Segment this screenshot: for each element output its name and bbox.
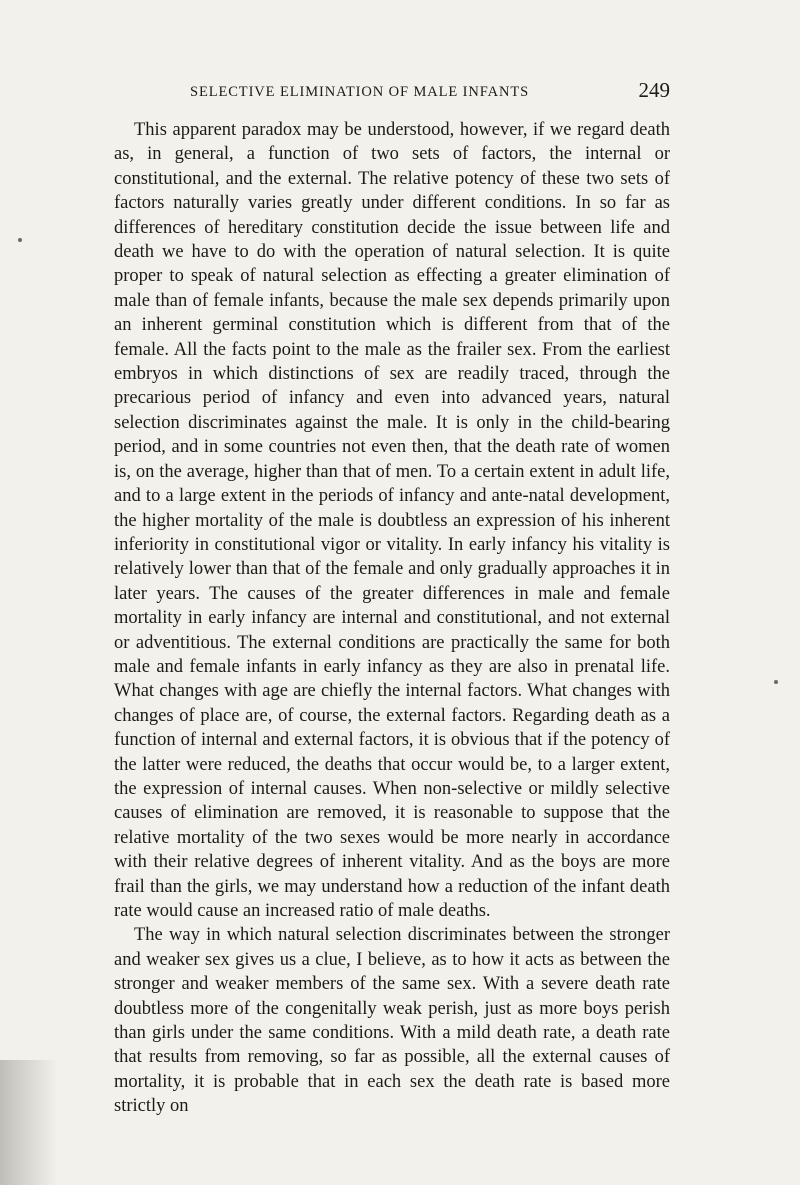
body-text <box>114 118 670 1119</box>
paragraph: This apparent paradox may be understood, however, if we regard death as, in general, a function of two sets of factors, the internal or constitutional, and the external. The relative potency of these two sets of factors naturally varies greatly under different conditions. In so far as differences of hereditary constitution decide the issue between life and death we have to do with the operation of natural selection. It is quite proper to speak of natural selection as effecting a greater elimination of male than of female infants, because the male sex depends primarily upon an inherent germinal constitution which is different from that of the female. All the facts point to the male as the frailer sex. From the earliest embryos in which distinctions of sex are readily traced, through the precarious period of infancy and even into advanced years, natural selection discriminates against the male. It is only in the child-bearing period, and in some countries not even then, that the death rate of women is, on the average, higher than that of men. To a certain extent in adult life, and to a large extent in the periods of infancy and ante-natal development, the higher mortality of the male is doubtless an expression of his inherent inferiority in constitutional vigor or vitality. In early infancy his vitality is relatively lower than that of the female and only gradually approaches it in later years. The causes of the greater differences in male and female mortality in early infancy are internal and constitutional, and not external or adventitious. The external conditions are practically the same for both male and female infants in early infancy as they are also in prenatal life. What changes with age are chiefly the internal factors. What changes with changes of place are, of course, the external factors. Regarding death as a function of internal and external factors, it is obvious that if the potency of the latter were reduced, the deaths that occur would be, to a larger extent, the expression of internal causes. When non-selective or mildly selective causes of elimination are removed, it is reasonable to suppose that the relative mortality of the two sexes would be more nearly in accordance with their relative degrees of inherent vitality. And as the boys are more frail than the girls, we may understand how a reduction of the infant death rate would cause an increased ratio of male deaths. <box>114 120 670 921</box>
page-header <box>114 78 670 106</box>
page-number: 249 <box>638 78 670 102</box>
scan-speck <box>774 680 778 684</box>
binding-shadow <box>0 1060 58 1185</box>
scan-speck <box>18 238 22 242</box>
running-head: SELECTIVE ELIMINATION OF MALE INFANTS <box>190 84 530 100</box>
paragraph: The way in which natural selection discriminates between the stronger and weaker sex gives us a clue, I believe, as to how it acts as between the stronger and weaker members of the same sex. With a severe death rate doubtless more of the congenitally weak perish, just as more boys perish than girls under the same conditions. With a mild death rate, a death rate that results from removing, so far as possible, all the external causes of mortality, it is probable that in each sex the death rate is based more strictly on <box>114 925 670 1117</box>
